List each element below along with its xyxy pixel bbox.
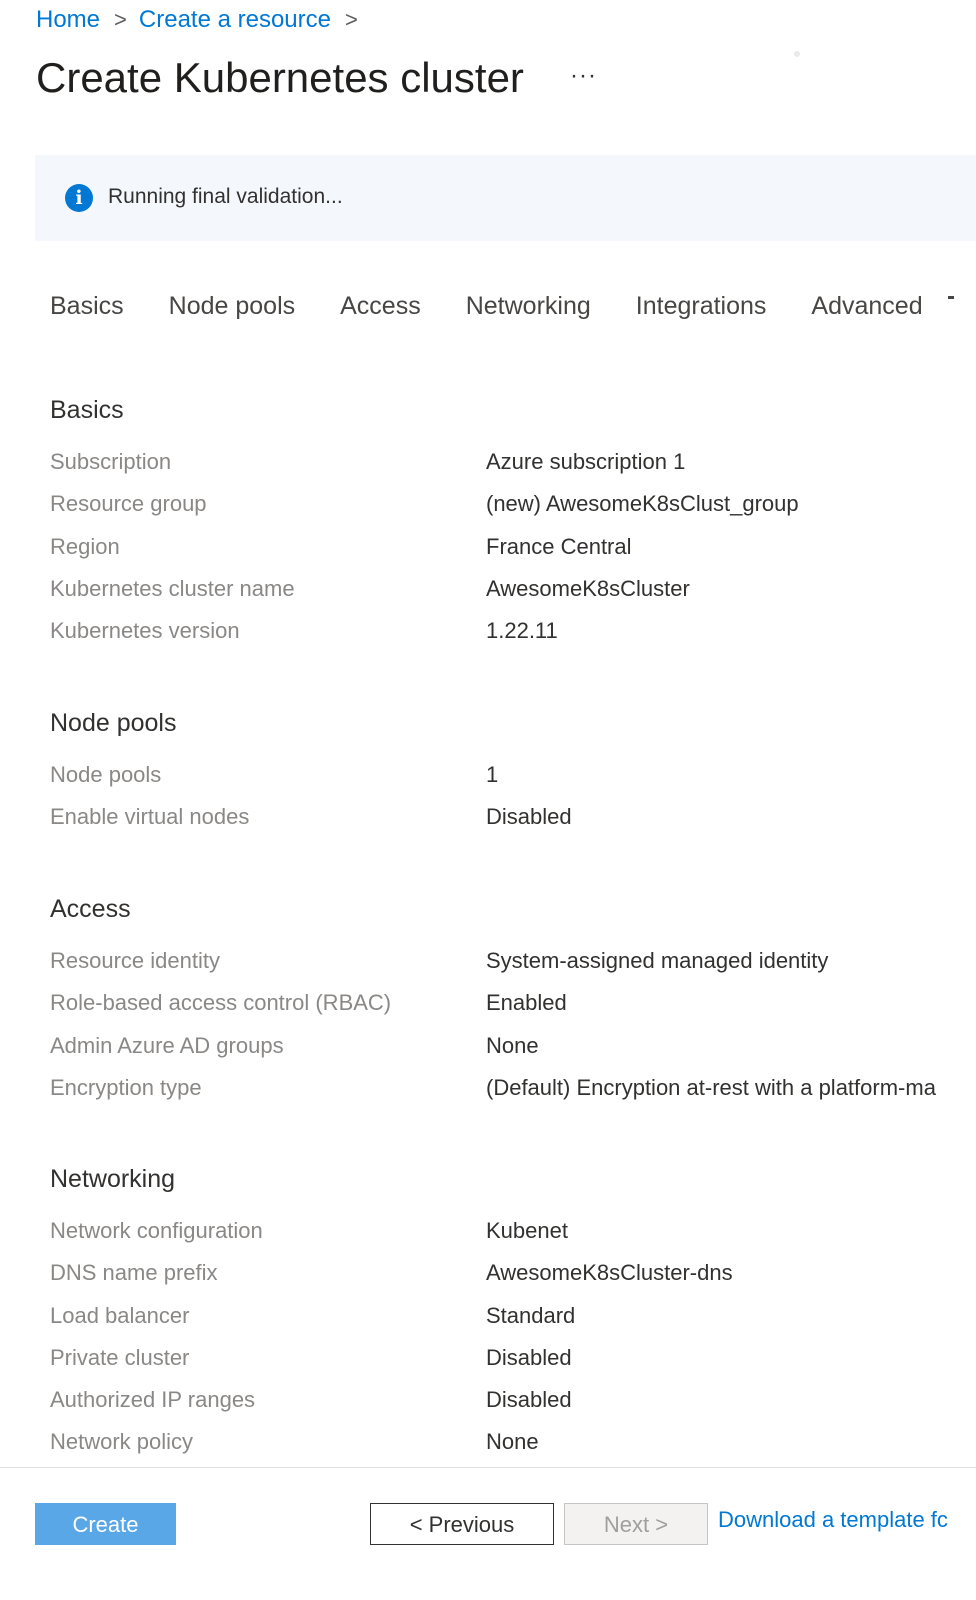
row-value: (Default) Encryption at-rest with a platform-ma: [486, 1074, 936, 1100]
tab-networking[interactable]: Networking: [465, 292, 591, 320]
summary-row: [50, 1074, 936, 1117]
row-label: Load balancer: [50, 1302, 190, 1328]
row-value: France Central: [486, 533, 632, 559]
summary-row: [50, 449, 686, 491]
summary-row: [50, 1218, 568, 1260]
row-label: DNS name prefix: [50, 1260, 218, 1286]
tab-access[interactable]: Access: [340, 292, 421, 320]
row-label: Network policy: [50, 1429, 194, 1455]
summary-row: [50, 990, 567, 1032]
row-label: Region: [50, 533, 120, 559]
tab-basics[interactable]: Basics: [50, 292, 124, 320]
row-value: Standard: [486, 1302, 576, 1328]
row-value: None: [486, 1429, 539, 1455]
info-icon: i: [65, 184, 93, 212]
decorative-dot: [794, 51, 800, 57]
summary-row: [50, 762, 499, 804]
summary-row: [50, 948, 829, 990]
row-label: Resource identity: [50, 948, 220, 973]
summary-row: [50, 1387, 572, 1429]
row-label: Resource group: [50, 491, 207, 517]
row-value: AwesomeK8sCluster: [486, 575, 690, 601]
summary-row: [50, 533, 632, 576]
row-value: 1.22.11: [486, 618, 558, 644]
section-title: Basics: [50, 396, 124, 424]
tab-node-pools[interactable]: Node pools: [168, 292, 296, 320]
download-template-link[interactable]: Download a template fc: [718, 1507, 948, 1532]
summary-row: [50, 1032, 539, 1075]
summary-row: [50, 575, 690, 618]
row-value: AwesomeK8sCluster-dns: [486, 1260, 733, 1286]
row-value: System-assigned managed identity: [486, 948, 829, 973]
row-value: Disabled: [486, 1344, 572, 1370]
breadcrumb-home-link[interactable]: Home: [36, 6, 101, 33]
create-button[interactable]: Create: [35, 1503, 176, 1545]
row-label: Kubernetes cluster name: [50, 575, 295, 601]
section-basics: [50, 395, 799, 660]
more-options-button[interactable]: ···: [570, 62, 597, 89]
tab-integrations[interactable]: Integrations: [635, 292, 767, 320]
section-title: Node pools: [50, 709, 177, 737]
section-node-pools: [50, 708, 572, 847]
row-value: Kubenet: [486, 1218, 568, 1243]
row-label: Kubernetes version: [50, 618, 240, 644]
summary-row: [50, 1344, 572, 1387]
row-value: Azure subscription 1: [486, 449, 686, 474]
validation-message: Running final validation...: [108, 185, 343, 208]
summary-row: [50, 1429, 539, 1471]
row-label: Encryption type: [50, 1074, 202, 1100]
section-networking: [50, 1164, 733, 1472]
row-value: (new) AwesomeK8sClust_group: [486, 491, 799, 517]
breadcrumb-create-resource-link[interactable]: Create a resource: [138, 6, 331, 33]
row-value: Disabled: [486, 804, 572, 830]
row-label: Node pools: [50, 762, 162, 787]
validation-banner: [35, 155, 976, 241]
row-value: None: [486, 1032, 539, 1058]
row-value: Enabled: [486, 990, 567, 1016]
row-label: Network configuration: [50, 1218, 263, 1243]
section-title: Access: [50, 895, 131, 923]
row-label: Private cluster: [50, 1344, 190, 1370]
summary-row: [50, 618, 558, 660]
summary-row: [50, 1302, 576, 1345]
row-value: 1: [486, 762, 499, 787]
chevron-right-icon: >: [114, 7, 127, 32]
row-label: Authorized IP ranges: [50, 1387, 256, 1413]
section-title: Networking: [50, 1165, 176, 1193]
breadcrumb: [36, 6, 370, 34]
row-label: Admin Azure AD groups: [50, 1032, 284, 1058]
row-label: Role-based access control (RBAC): [50, 990, 392, 1016]
previous-button[interactable]: < Previous: [370, 1503, 554, 1545]
summary-row: [50, 1260, 733, 1302]
row-label: Enable virtual nodes: [50, 804, 250, 830]
footer-divider: [0, 1467, 976, 1468]
chevron-right-icon: >: [344, 7, 358, 32]
page-title: Create Kubernetes cluster: [36, 54, 524, 101]
tab-overflow-fragment[interactable]: [948, 296, 954, 299]
row-label: Subscription: [50, 449, 172, 474]
summary-row: [50, 491, 799, 533]
summary-row: [50, 804, 572, 846]
row-value: Disabled: [486, 1387, 572, 1413]
wizard-tabs: [50, 292, 968, 321]
next-button[interactable]: Next >: [564, 1503, 708, 1545]
tab-advanced[interactable]: Advanced: [811, 292, 923, 320]
section-access: [50, 894, 936, 1117]
